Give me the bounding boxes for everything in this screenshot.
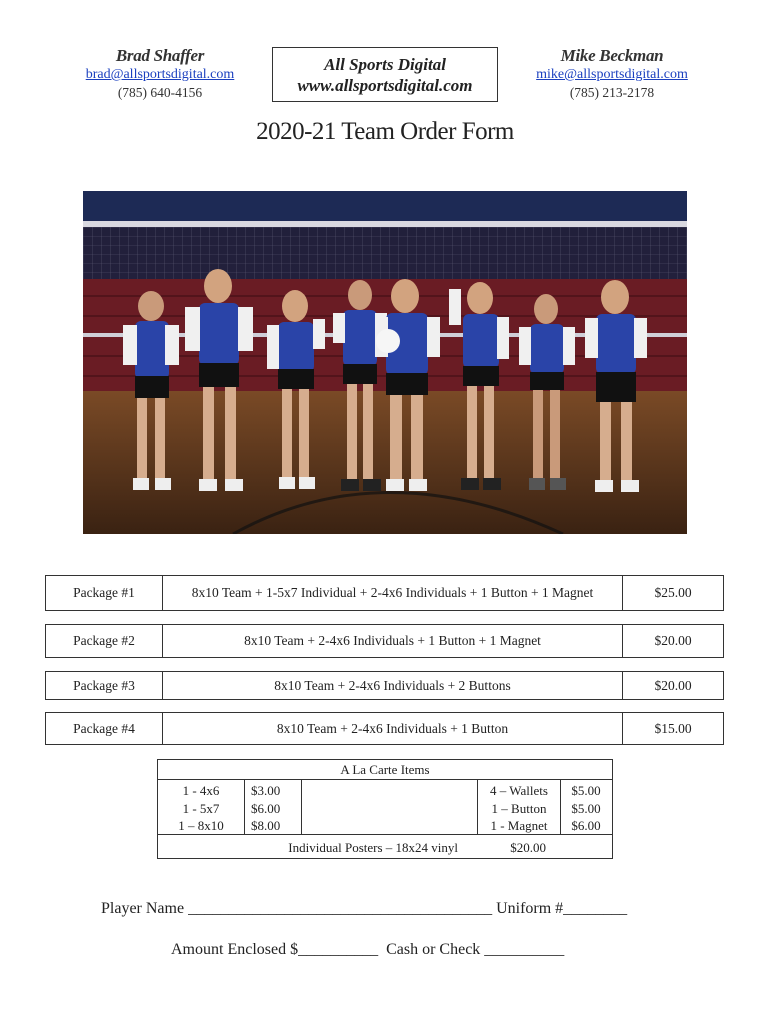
company-name: All Sports Digital [324,55,446,74]
package-row [45,712,724,745]
package-price: $20.00 [654,633,692,648]
contact-left [60,46,260,101]
alacarte-item: 1 - Magnet [490,818,548,833]
alacarte-price: $8.00 [251,818,281,833]
alacarte-item: 1 - 5x7 [182,800,220,816]
package-description: 8x10 Team + 2-4x6 Individuals + 1 Button + 1 Magnet [163,625,623,657]
poster-label: Individual Posters – 18x24 vinyl [288,840,458,855]
contact-name: Mike Beckman [560,46,664,65]
poster-price: $20.00 [510,840,546,855]
company-logo-box [272,47,498,102]
amount-payment-line[interactable]: Amount Enclosed $__________ Cash or Check __________ [171,941,565,958]
package-description: 8x10 Team + 2-4x6 Individuals + 1 Button [163,713,623,744]
package-name: Package #4 [46,713,163,744]
alacarte-prices-right [561,780,611,834]
contact-email-link[interactable]: mike@allsportsdigital.com [536,67,688,82]
contact-name: Brad Shaffer [115,46,205,65]
alacarte-blank-cell [302,780,478,834]
contact-right [512,46,712,101]
alacarte-item: 4 – Wallets [490,783,548,798]
package-description: 8x10 Team + 2-4x6 Individuals + 2 Buttons [163,672,623,699]
package-row [45,624,724,658]
team-photo [83,191,687,534]
alacarte-items-right [478,780,561,834]
package-description: 8x10 Team + 1-5x7 Individual + 2-4x6 Individuals + 1 Button + 1 Magnet [163,576,623,610]
package-name: Package #2 [46,625,163,657]
alacarte-items-left [158,780,245,834]
alacarte-table [157,759,613,859]
package-name: Package #1 [46,576,163,610]
alacarte-prices-left [245,780,302,834]
page-title: 2020-21 Team Order Form [256,118,514,145]
package-row [45,671,724,700]
package-price: $25.00 [654,585,692,600]
contact-phone: (785) 213-2178 [569,85,655,100]
package-row [45,575,724,611]
package-price: $15.00 [654,720,692,736]
alacarte-item: 1 - 4x6 [182,783,220,798]
alacarte-item: 1 – 8x10 [178,818,224,833]
alacarte-poster-row [158,835,612,861]
package-name: Package #3 [46,672,163,699]
alacarte-price: $5.00 [571,800,601,816]
alacarte-price: $6.00 [251,800,281,816]
alacarte-price: $6.00 [571,818,601,833]
contact-phone: (785) 640-4156 [117,85,203,100]
player-name-uniform-line[interactable]: Player Name ______________________________________ Uniform #________ [101,900,628,917]
alacarte-price: $3.00 [251,783,281,798]
contact-email-link[interactable]: brad@allsportsdigital.com [85,67,235,82]
alacarte-grid [158,780,612,835]
alacarte-item: 1 – Button [491,800,547,816]
company-website: www.allsportsdigital.com [297,76,473,95]
package-price: $20.00 [654,677,692,693]
alacarte-title: A La Carte Items [158,760,612,780]
alacarte-price: $5.00 [571,783,601,798]
